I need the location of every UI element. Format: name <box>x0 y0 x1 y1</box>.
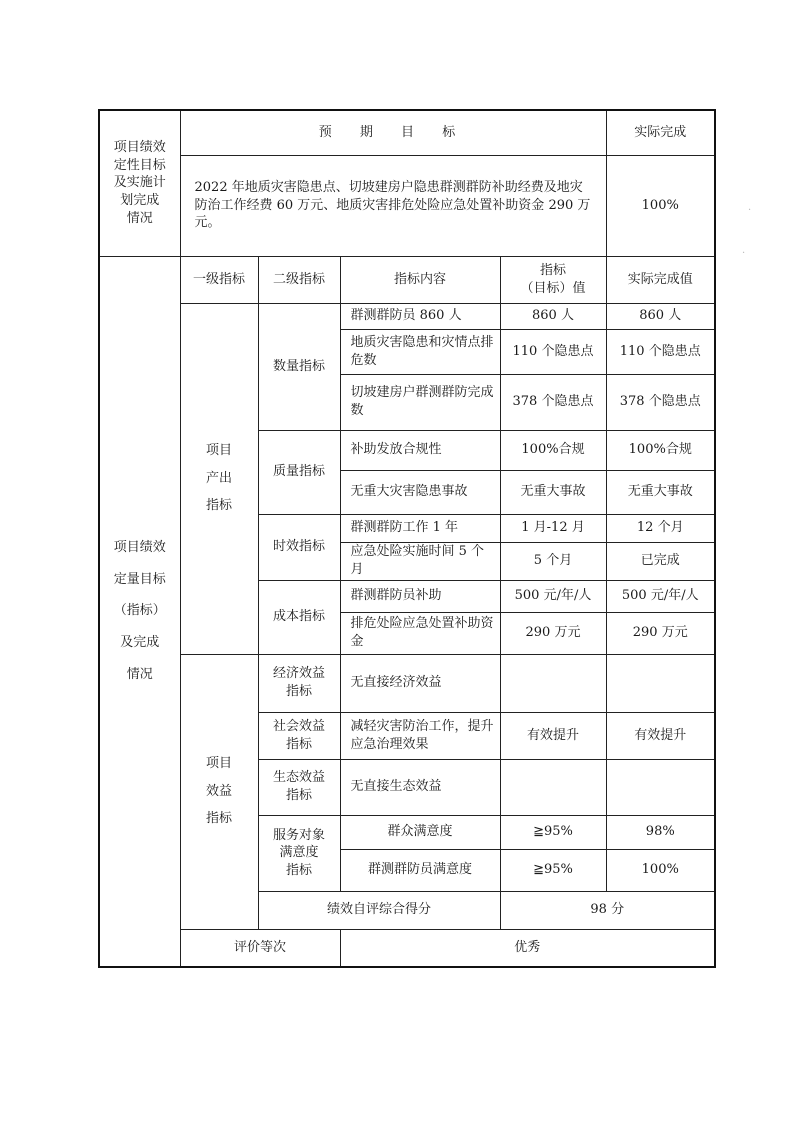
timeliness-indicator-label: 时效指标 <box>258 514 340 580</box>
table-cell-actual: 无重大事故 <box>606 470 715 514</box>
cost-indicator-label: 成本指标 <box>258 580 340 654</box>
table-cell-actual: 有效提升 <box>606 712 715 759</box>
table-cell-content: 减轻灾害防治工作，提升应急治理效果 <box>340 712 500 759</box>
table-cell-actual <box>606 759 715 815</box>
quantitative-goal-label: 项目绩效 定量目标 （指标） 及完成 情况 <box>99 256 180 967</box>
table-cell-target: 100%合规 <box>500 430 606 470</box>
table-cell-target: 1 月-12 月 <box>500 514 606 542</box>
table-cell-content: 无重大灾害隐患事故 <box>340 470 500 514</box>
table-cell-actual: 100% <box>606 849 715 891</box>
table-cell-target: 5 个月 <box>500 542 606 580</box>
content-header: 指标内容 <box>340 256 500 303</box>
output-indicator-group: 项目 产出 指标 <box>180 303 258 654</box>
grade-value: 优秀 <box>340 929 715 967</box>
goal-actual-value: 100% <box>606 155 715 256</box>
table-cell-content: 切坡建房户群测群防完成数 <box>340 374 500 430</box>
actual-value-header: 实际完成值 <box>606 256 715 303</box>
economic-benefit-label: 经济效益 指标 <box>258 654 340 712</box>
table-cell-content: 地质灾害隐患和灾情点排危数 <box>340 329 500 374</box>
expected-goal-header: 预 期 目 标 <box>180 110 606 155</box>
goal-description: 2022 年地质灾害隐患点、切坡建房户隐患群测群防补助经费及地灾防治工作经费 60 万元、地质灾害排危处险应急处置补助资金 290 万元。 <box>180 155 606 256</box>
table-cell-actual: 100%合规 <box>606 430 715 470</box>
satisfaction-indicator-label: 服务对象 满意度 指标 <box>258 815 340 891</box>
social-benefit-label: 社会效益 指标 <box>258 712 340 759</box>
table-cell-actual: 290 万元 <box>606 612 715 654</box>
table-cell-actual: 12 个月 <box>606 514 715 542</box>
table-cell-actual: 378 个隐患点 <box>606 374 715 430</box>
table-cell-content: 群测群防员补助 <box>340 580 500 612</box>
table-cell-content: 无直接经济效益 <box>340 654 500 712</box>
table-cell-actual: 110 个隐患点 <box>606 329 715 374</box>
table-cell-content: 群众满意度 <box>340 815 500 849</box>
table-cell-content: 应急处险实施时间 5 个月 <box>340 542 500 580</box>
ecological-benefit-label: 生态效益 指标 <box>258 759 340 815</box>
score-label: 绩效自评综合得分 <box>258 891 500 929</box>
table-cell-target: ≧95% <box>500 849 606 891</box>
table-cell-target: 110 个隐患点 <box>500 329 606 374</box>
level1-header: 一级指标 <box>180 256 258 303</box>
actual-completion-header: 实际完成 <box>606 110 715 155</box>
score-value: 98 分 <box>500 891 715 929</box>
table-cell-actual: 500 元/年/人 <box>606 580 715 612</box>
scan-mark: · <box>742 248 746 259</box>
table-cell-actual: 860 人 <box>606 303 715 329</box>
target-header: 指标 （目标）值 <box>500 256 606 303</box>
table-cell-content: 群测群防工作 1 年 <box>340 514 500 542</box>
qualitative-goal-label: 项目绩效 定性目标 及实施计 划完成 情况 <box>99 110 180 256</box>
table-cell-content: 排危处险应急处置补助资金 <box>340 612 500 654</box>
table-cell-target: ≧95% <box>500 815 606 849</box>
table-cell-target <box>500 759 606 815</box>
table-cell-content: 无直接生态效益 <box>340 759 500 815</box>
scan-mark: · <box>748 205 752 216</box>
level2-header: 二级指标 <box>258 256 340 303</box>
table-cell-actual: 98% <box>606 815 715 849</box>
table-cell-target: 860 人 <box>500 303 606 329</box>
table-cell-content: 补助发放合规性 <box>340 430 500 470</box>
table-cell-actual: 已完成 <box>606 542 715 580</box>
table-cell-target: 500 元/年/人 <box>500 580 606 612</box>
table-cell-target: 无重大事故 <box>500 470 606 514</box>
table-cell-content: 群测群防员 860 人 <box>340 303 500 329</box>
table-cell-target: 有效提升 <box>500 712 606 759</box>
table-cell-content: 群测群防员满意度 <box>340 849 500 891</box>
table-cell-target: 290 万元 <box>500 612 606 654</box>
quantity-indicator-label: 数量指标 <box>258 303 340 430</box>
grade-label: 评价等次 <box>180 929 340 967</box>
table-cell-actual <box>606 654 715 712</box>
performance-table <box>98 109 716 968</box>
benefit-indicator-group: 项目 效益 指标 <box>180 654 258 929</box>
quality-indicator-label: 质量指标 <box>258 430 340 514</box>
table-cell-target <box>500 654 606 712</box>
table-cell-target: 378 个隐患点 <box>500 374 606 430</box>
